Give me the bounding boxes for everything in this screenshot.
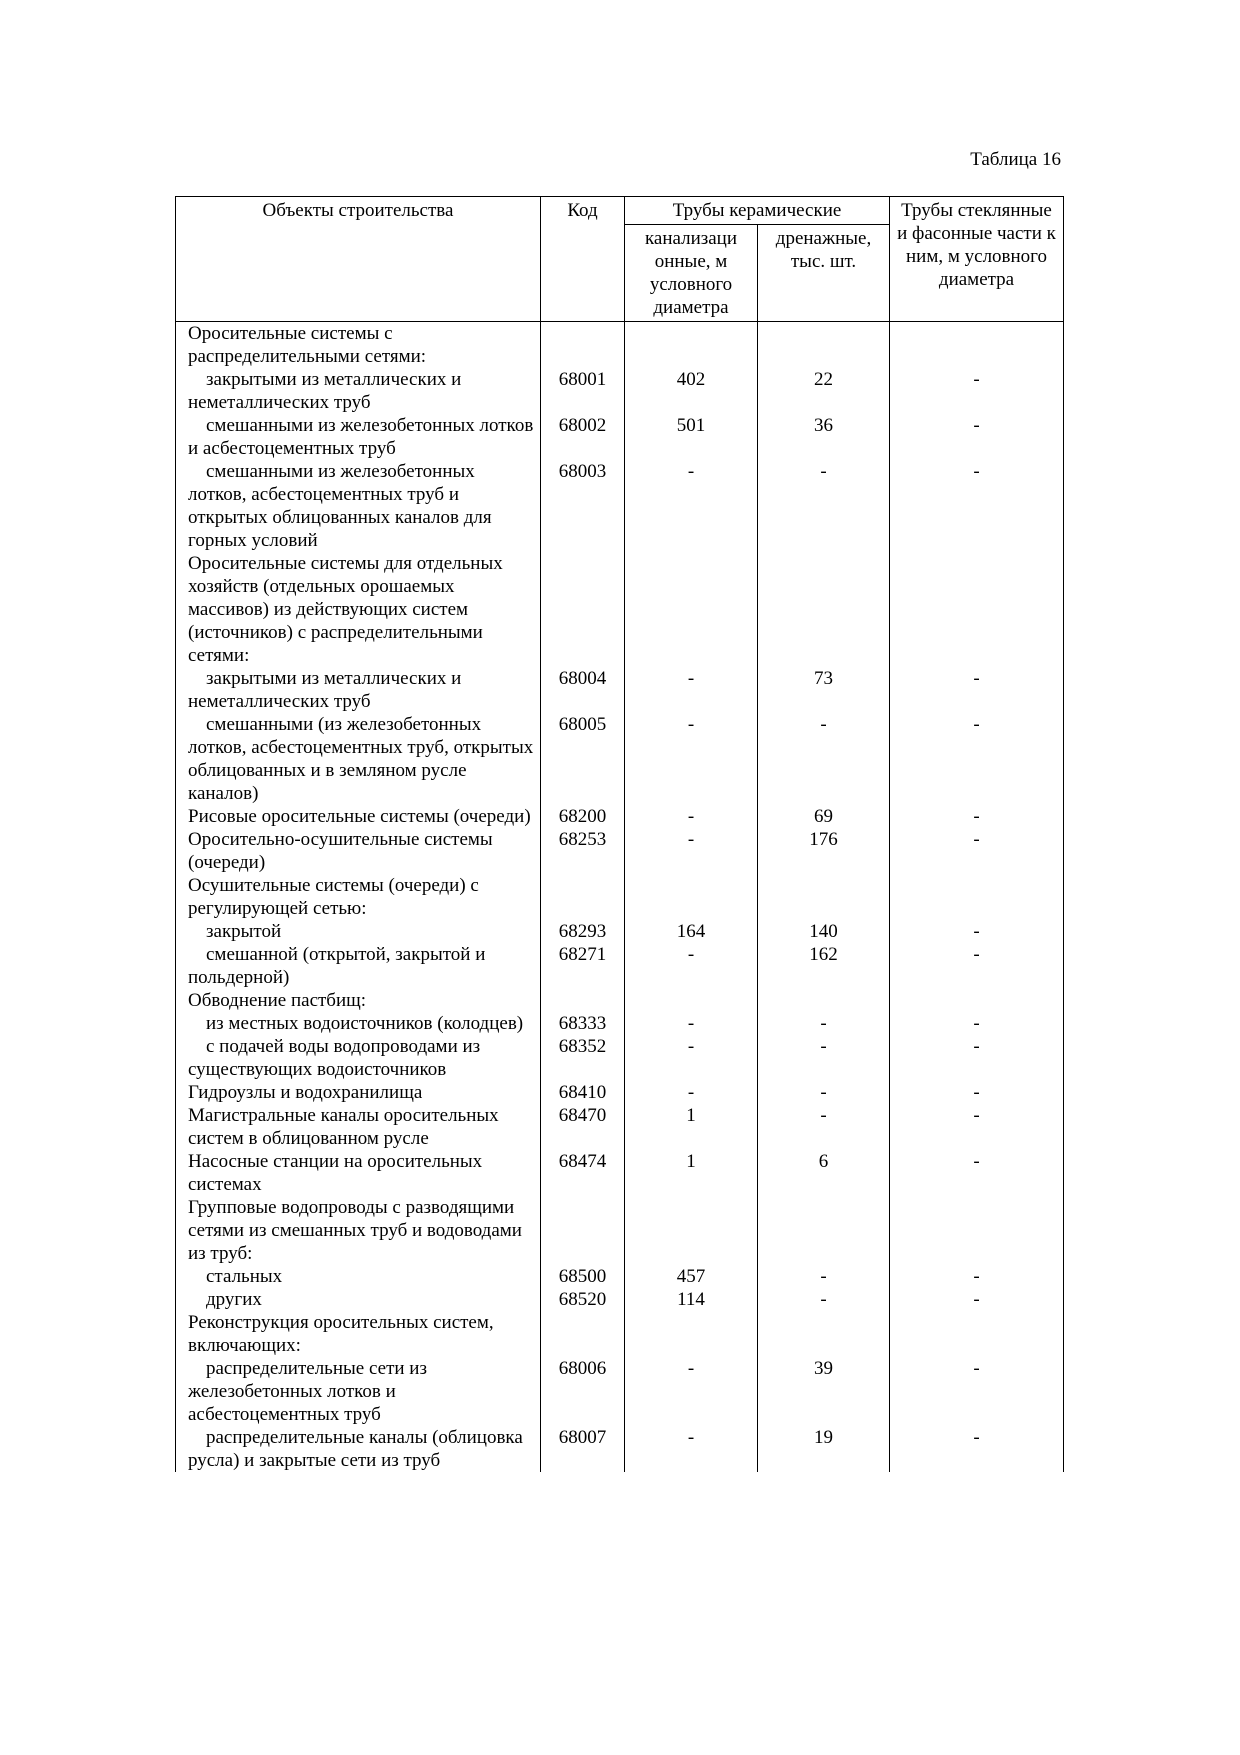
row-sewer-value-cell (625, 828, 758, 874)
row-glass-value-cell (890, 1426, 1064, 1472)
object-name-line: смешанными из железобетонных лотков, асбестоцементных труб и открытых облицованных каналов для горных условий (188, 461, 492, 551)
table-row (176, 1035, 1064, 1081)
row-drain-value-cell (758, 667, 890, 713)
row-object-name (176, 1035, 541, 1081)
table-row (176, 1150, 1064, 1196)
row-drain-value-cell (758, 1311, 890, 1357)
header-glass-pipes: Трубы стеклянные и фасонные части к ним, м условного диаметра (890, 197, 1064, 322)
row-object-name (176, 1081, 541, 1150)
object-name-line: из местных водоисточников (колодцев) (206, 1013, 524, 1034)
table-row (176, 1081, 1064, 1150)
row-drain-value-cell (758, 368, 890, 414)
row-glass-value-cell (890, 460, 1064, 552)
row-drain-value-cell (758, 713, 890, 805)
row-glass-value-cell (890, 552, 1064, 667)
table-caption: Таблица 16 (970, 149, 1061, 170)
object-name-line: смешанной (открытой, закрытой и польдерной) (188, 944, 486, 988)
row-object-name (176, 552, 541, 667)
row-code: 68003 (558, 461, 607, 482)
row-glass-value: - (973, 944, 980, 965)
row-code: 68001 (558, 369, 607, 390)
row-code: 68253 (558, 829, 607, 850)
object-name-line: Оросительные системы с распределительными сетями: (188, 323, 427, 367)
row-sewer-value-cell (625, 1196, 758, 1265)
row-drain-value-cell (758, 1265, 890, 1311)
row-glass-value-cell (890, 1035, 1064, 1081)
object-name-line: распределительные сети из железобетонных лотков и асбестоцементных труб (188, 1358, 427, 1425)
row-code-cell (541, 552, 625, 667)
row-glass-value: - (973, 714, 980, 735)
object-name-line: закрытыми из металлических и неметаллических труб (188, 668, 462, 712)
row-glass-value-cell (890, 1357, 1064, 1426)
row-object-name (176, 460, 541, 552)
row-code: 68474 (558, 1151, 607, 1172)
row-code-cell (541, 460, 625, 552)
row-glass-value: - (973, 1427, 980, 1448)
header-ceramic-pipes: Трубы керамические (625, 197, 890, 225)
row-sewer-value-cell (625, 874, 758, 920)
row-drain-value: - (820, 1082, 827, 1103)
row-code-cell (541, 920, 625, 989)
table-row (176, 1196, 1064, 1265)
row-drain-value-cell (758, 805, 890, 828)
object-name-line: Насосные станции на оросительных системах (188, 1151, 483, 1195)
row-glass-value-cell (890, 368, 1064, 414)
row-drain-value: 69 (814, 806, 833, 827)
row-sewer-value: - (687, 1358, 695, 1379)
table-row (176, 713, 1064, 805)
row-drain-value-cell (758, 828, 890, 874)
row-code: 68500 (558, 1266, 607, 1287)
row-code-cell (541, 1150, 625, 1196)
row-sewer-value-cell (625, 1012, 758, 1035)
row-sewer-value: - (687, 1082, 695, 1103)
object-name-line: закрытыми из металлических и неметаллических труб (188, 369, 462, 413)
row-code: 68006 (558, 1358, 607, 1379)
row-code-cell (541, 1035, 625, 1081)
row-glass-value: - (973, 461, 980, 482)
object-name-line: Обводнение пастбищ: (188, 990, 367, 1011)
row-code: 68002 (558, 415, 607, 436)
row-code-cell (541, 368, 625, 414)
row-sewer-value: 1 (686, 1105, 696, 1126)
row-sewer-value-cell (625, 920, 758, 989)
row-sewer-value: 457 (676, 1266, 706, 1287)
row-drain-value: 162 (809, 944, 838, 965)
row-glass-value: - (973, 1289, 980, 1310)
row-drain-value-cell (758, 920, 890, 989)
table-row (176, 874, 1064, 920)
table-row (176, 805, 1064, 828)
row-sewer-value-cell (625, 552, 758, 667)
object-name-line: Реконструкция оросительных систем, включающих: (188, 1312, 494, 1356)
table-row (176, 1012, 1064, 1035)
row-drain-value: - (820, 1013, 827, 1034)
row-object-name (176, 368, 541, 414)
row-glass-value-cell (890, 322, 1064, 369)
row-glass-value: - (973, 415, 980, 436)
table-row (176, 989, 1064, 1012)
row-sewer-value: - (687, 1427, 695, 1448)
object-name-line: Оросительные системы для отдельных хозяйств (отдельных орошаемых массивов) из действующих систем (источников) с распределительными сетями: (188, 553, 503, 666)
object-name-line: распределительные каналы (облицовка русла) и закрытые сети из труб (188, 1427, 523, 1471)
row-sewer-value-cell (625, 1081, 758, 1150)
row-sewer-value-cell (625, 1265, 758, 1311)
row-glass-value: - (973, 829, 980, 850)
table-row (176, 414, 1064, 460)
row-object-name (176, 1311, 541, 1357)
table-row (176, 1426, 1064, 1472)
row-drain-value-cell (758, 989, 890, 1012)
row-drain-value-cell (758, 1012, 890, 1035)
row-code-cell (541, 322, 625, 369)
table-row (176, 920, 1064, 989)
header-drain-pipes: дренажные, тыс. шт. (758, 225, 890, 322)
row-glass-value-cell (890, 1012, 1064, 1035)
row-glass-value-cell (890, 805, 1064, 828)
row-sewer-value-cell (625, 667, 758, 713)
row-drain-value-cell (758, 1357, 890, 1426)
row-sewer-value: 402 (676, 369, 706, 390)
row-glass-value-cell (890, 1196, 1064, 1265)
row-drain-value-cell (758, 874, 890, 920)
row-glass-value-cell (890, 828, 1064, 874)
row-drain-value-cell (758, 322, 890, 369)
object-name-line: Осушительные системы (очереди) с регулирующей сетью: (188, 875, 479, 919)
object-name-line: закрытой (206, 921, 282, 942)
row-drain-value: 19 (814, 1427, 833, 1448)
row-sewer-value: 1 (686, 1151, 696, 1172)
table-row (176, 322, 1064, 369)
row-code: 68004 (558, 668, 607, 689)
row-sewer-value: - (687, 806, 695, 827)
object-name-line: Рисовые оросительные системы (очереди) (188, 806, 531, 827)
row-drain-value-cell (758, 552, 890, 667)
object-name-line: стальных (206, 1266, 283, 1287)
row-glass-value-cell (890, 989, 1064, 1012)
row-drain-value: 176 (809, 829, 838, 850)
header-objects: Объекты строительства (176, 197, 541, 322)
row-code-cell (541, 1012, 625, 1035)
table-body (176, 322, 1064, 1473)
row-glass-value-cell (890, 713, 1064, 805)
row-code-cell (541, 667, 625, 713)
table-row (176, 460, 1064, 552)
row-glass-value: - (973, 921, 980, 942)
row-object-name (176, 414, 541, 460)
row-drain-value-cell (758, 1150, 890, 1196)
row-drain-value-cell (758, 1196, 890, 1265)
row-drain-value: - (820, 1105, 827, 1126)
row-code-cell (541, 805, 625, 828)
row-code-cell (541, 1311, 625, 1357)
row-sewer-value: 164 (676, 921, 706, 942)
row-object-name (176, 989, 541, 1012)
row-drain-value-cell (758, 414, 890, 460)
table-row (176, 828, 1064, 874)
row-glass-value: - (973, 668, 980, 689)
table-row (176, 1311, 1064, 1357)
row-code-cell (541, 1426, 625, 1472)
row-sewer-value: - (687, 461, 695, 482)
object-name-line: с подачей воды водопроводами из существующих водоисточников (188, 1036, 481, 1080)
row-code-cell (541, 1081, 625, 1150)
row-sewer-value-cell (625, 1357, 758, 1426)
row-code-cell (541, 1265, 625, 1311)
materials-table (175, 196, 1064, 1472)
row-code-cell (541, 1196, 625, 1265)
row-glass-value-cell (890, 874, 1064, 920)
row-glass-value-cell (890, 920, 1064, 989)
row-object-name (176, 920, 541, 989)
row-glass-value: - (973, 369, 980, 390)
row-drain-value: - (820, 1266, 827, 1287)
row-code: 68005 (558, 714, 607, 735)
row-sewer-value-cell (625, 1311, 758, 1357)
row-object-name (176, 1196, 541, 1265)
row-glass-value-cell (890, 1081, 1064, 1150)
row-sewer-value-cell (625, 460, 758, 552)
row-code-cell (541, 874, 625, 920)
object-name-line: смешанными (из железобетонных лотков, асбестоцементных труб, открытых облицованных и в земляном русле каналов) (188, 714, 534, 804)
row-glass-value-cell (890, 414, 1064, 460)
row-object-name (176, 805, 541, 828)
object-name-line: Магистральные каналы оросительных систем в облицованном русле (188, 1105, 499, 1149)
row-sewer-value-cell (625, 1035, 758, 1081)
row-drain-value: 6 (818, 1151, 829, 1172)
row-drain-value: - (820, 714, 827, 735)
row-sewer-value-cell (625, 1426, 758, 1472)
object-name-line: других (206, 1289, 262, 1310)
row-drain-value: 36 (814, 415, 833, 436)
header-code: Код (541, 197, 625, 322)
row-code-cell (541, 713, 625, 805)
row-sewer-value: 114 (677, 1289, 705, 1310)
table-row (176, 667, 1064, 713)
row-glass-value-cell (890, 1150, 1064, 1196)
row-drain-value: 39 (814, 1358, 833, 1379)
table-row (176, 368, 1064, 414)
header-sewer-pipes: канализаци онные, м условного диаметра (625, 225, 758, 322)
table-row (176, 552, 1064, 667)
row-drain-value: 73 (814, 668, 833, 689)
row-code: 68470 (558, 1105, 607, 1126)
row-sewer-value-cell (625, 322, 758, 369)
row-code: 68200 (558, 806, 607, 827)
row-glass-value-cell (890, 1311, 1064, 1357)
row-drain-value: - (820, 1289, 827, 1310)
row-object-name (176, 1012, 541, 1035)
row-sewer-value-cell (625, 1150, 758, 1196)
row-glass-value: - (973, 1036, 980, 1057)
row-glass-value: - (973, 1105, 980, 1126)
row-object-name (176, 322, 541, 369)
row-drain-value: 140 (809, 921, 838, 942)
row-glass-value: - (973, 1266, 980, 1287)
row-code: 68333 (558, 1013, 607, 1034)
row-sewer-value-cell (625, 414, 758, 460)
row-drain-value: - (820, 1036, 827, 1057)
row-sewer-value-cell (625, 713, 758, 805)
row-code: 68520 (558, 1289, 607, 1310)
row-sewer-value: - (687, 1013, 695, 1034)
row-object-name (176, 874, 541, 920)
row-code: 68410 (558, 1082, 607, 1103)
row-sewer-value: - (687, 1036, 695, 1057)
row-drain-value-cell (758, 1081, 890, 1150)
row-sewer-value-cell (625, 989, 758, 1012)
row-glass-value: - (973, 806, 980, 827)
row-glass-value-cell (890, 667, 1064, 713)
row-object-name (176, 667, 541, 713)
row-glass-value: - (973, 1358, 980, 1379)
row-drain-value-cell (758, 1035, 890, 1081)
row-drain-value: 22 (814, 369, 833, 390)
row-sewer-value: - (687, 714, 695, 735)
row-object-name (176, 828, 541, 874)
object-name-line: Групповые водопроводы с разводящими сетями из смешанных труб и водоводами из труб: (188, 1197, 522, 1264)
row-drain-value-cell (758, 460, 890, 552)
row-object-name (176, 1357, 541, 1426)
row-object-name (176, 1265, 541, 1311)
row-sewer-value: - (687, 944, 695, 965)
row-sewer-value: 501 (676, 415, 706, 436)
row-object-name (176, 713, 541, 805)
table-header (176, 197, 1064, 322)
row-code: 68352 (558, 1036, 607, 1057)
object-name-line: смешанными из железобетонных лотков и асбестоцементных труб (188, 415, 534, 459)
row-sewer-value-cell (625, 805, 758, 828)
row-glass-value: - (973, 1013, 980, 1034)
object-name-line: Оросительно-осушительные системы (очереди) (188, 829, 493, 873)
table-row (176, 1357, 1064, 1426)
row-object-name (176, 1150, 541, 1196)
row-glass-value: - (973, 1082, 980, 1103)
row-glass-value-cell (890, 1265, 1064, 1311)
row-code-cell (541, 828, 625, 874)
row-object-name (176, 1426, 541, 1472)
row-code-cell (541, 989, 625, 1012)
row-code-cell (541, 414, 625, 460)
row-code-cell (541, 1357, 625, 1426)
table-row (176, 1265, 1064, 1311)
row-code: 68271 (558, 944, 607, 965)
row-drain-value-cell (758, 1426, 890, 1472)
row-sewer-value-cell (625, 368, 758, 414)
row-code: 68007 (558, 1427, 607, 1448)
row-sewer-value: - (687, 829, 695, 850)
row-drain-value: - (820, 461, 827, 482)
object-name-line: Гидроузлы и водохранилища (188, 1082, 423, 1103)
row-sewer-value: - (687, 668, 695, 689)
row-code: 68293 (558, 921, 607, 942)
row-glass-value: - (973, 1151, 980, 1172)
